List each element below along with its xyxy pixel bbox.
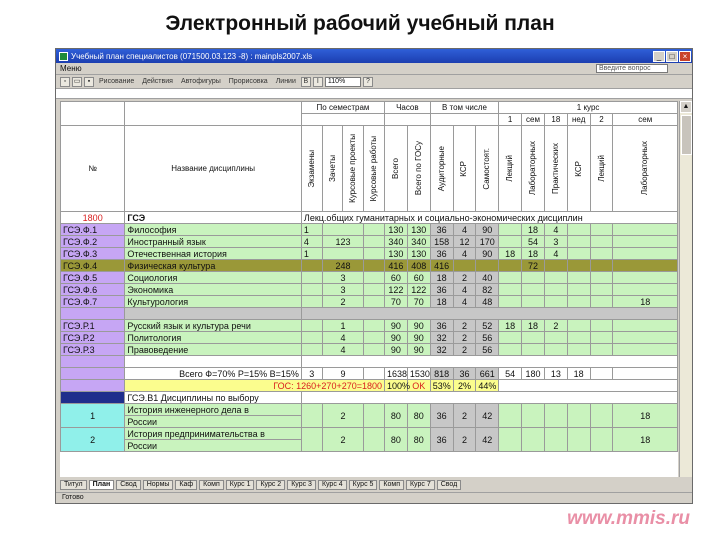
sheet-tab[interactable]: Комп xyxy=(199,480,224,490)
cell-gos[interactable]: 90 xyxy=(407,344,430,356)
cell-sam[interactable]: 170 xyxy=(476,236,499,248)
cell-gos[interactable]: 122 xyxy=(407,284,430,296)
cell-credit[interactable]: 123 xyxy=(322,236,364,248)
cell-lab[interactable]: 18 xyxy=(522,320,545,332)
cell-sam[interactable]: 56 xyxy=(476,344,499,356)
sheet-tab[interactable]: Свод xyxy=(437,480,462,490)
elective-num[interactable]: 2 xyxy=(61,428,125,452)
header-total: Всего xyxy=(390,158,400,179)
status-bar: Готово xyxy=(56,492,692,503)
cell-ksr[interactable]: 2 xyxy=(453,272,476,284)
cell-aud[interactable]: 36 xyxy=(430,320,453,332)
header-course-works: Курсовые работы xyxy=(369,135,379,202)
line-menu[interactable]: Линии xyxy=(275,78,296,85)
totals-label: Всего Ф=70% Р=15% В=15% xyxy=(125,368,302,380)
row-code[interactable]: ГСЭ.Р.3 xyxy=(61,344,125,356)
gos-label: ГОС: 1260+270+270=1800 xyxy=(125,380,385,392)
cell-total[interactable]: 122 xyxy=(385,284,408,296)
header-weeks: 18 xyxy=(544,114,567,126)
toolbar xyxy=(56,75,692,89)
cell-gos[interactable]: 90 xyxy=(407,332,430,344)
cell-pr[interactable]: 4 xyxy=(544,248,567,260)
header-lectures: Лекций xyxy=(505,155,515,182)
cell-aud[interactable]: 36 xyxy=(430,428,453,452)
sheet-tab[interactable]: Титул xyxy=(60,480,87,490)
cell-aud[interactable]: 32 xyxy=(430,332,453,344)
spreadsheet-grid[interactable] xyxy=(60,101,678,477)
row-name[interactable]: Социология xyxy=(125,272,302,284)
header-hours: Часов xyxy=(385,102,431,114)
cell-sam[interactable]: 40 xyxy=(476,272,499,284)
sheet-tab[interactable]: Комп xyxy=(379,480,404,490)
totals-aud: 818 xyxy=(430,368,453,380)
cell-kp[interactable] xyxy=(364,224,385,236)
cell-sam[interactable]: 48 xyxy=(476,296,499,308)
header-sem2: 2 xyxy=(590,114,613,126)
row-name[interactable]: Физическая культура xyxy=(125,260,302,272)
cell-ksr[interactable]: 4 xyxy=(453,224,476,236)
cell-aud[interactable]: 18 xyxy=(430,272,453,284)
cell-sam[interactable]: 90 xyxy=(476,248,499,260)
sheet-tabs xyxy=(60,479,692,491)
totals-c18: 18 xyxy=(567,368,590,380)
totals-exam: 3 xyxy=(301,368,322,380)
cell-gos[interactable]: 70 xyxy=(407,296,430,308)
header-self: Самостоят. xyxy=(482,147,492,190)
gos-ok: OK xyxy=(407,380,430,392)
row-code[interactable]: ГСЭ.Ф.5 xyxy=(61,272,125,284)
header-cell xyxy=(61,102,125,126)
row-name[interactable]: Правоведение xyxy=(125,344,302,356)
header-of-which: В том числе xyxy=(430,102,499,114)
row-code[interactable]: ГСЭ.Р.2 xyxy=(61,332,125,344)
cell-ksr[interactable]: 4 xyxy=(453,296,476,308)
header-num: № xyxy=(61,126,125,212)
cell-total[interactable]: 130 xyxy=(385,248,408,260)
cell-kp[interactable]: 2 xyxy=(322,296,364,308)
cell-sam[interactable]: 56 xyxy=(476,332,499,344)
cell-gos[interactable]: 130 xyxy=(407,248,430,260)
totals-lab: 180 xyxy=(522,368,545,380)
zoom-select[interactable]: 110% xyxy=(325,77,361,87)
cell-aud[interactable]: 416 xyxy=(430,260,453,272)
row-code[interactable]: ГСЭ.Ф.6 xyxy=(61,284,125,296)
cell-sam[interactable]: 90 xyxy=(476,224,499,236)
cell-total[interactable]: 90 xyxy=(385,344,408,356)
menu-item[interactable]: Меню xyxy=(60,64,82,73)
cell-pr[interactable] xyxy=(544,260,567,272)
cell-sam[interactable]: 42 xyxy=(476,428,499,452)
maximize-icon[interactable]: □ xyxy=(666,51,678,62)
totals-credit: 9 xyxy=(322,368,364,380)
sheet-tab[interactable]: Курс 1 xyxy=(226,480,255,490)
slide-title: Электронный рабочий учебный план xyxy=(165,12,555,35)
cell-total[interactable]: 70 xyxy=(385,296,408,308)
cell-aud[interactable]: 158 xyxy=(430,236,453,248)
help-search-input[interactable]: Введите вопрос xyxy=(596,64,668,73)
header-by-semesters: По семестрам xyxy=(301,102,384,114)
elective-name[interactable]: История инженерного дела в xyxy=(125,404,302,416)
cell-total[interactable]: 80 xyxy=(385,404,408,428)
cell-ksr[interactable]: 4 xyxy=(453,284,476,296)
cell-total[interactable]: 130 xyxy=(385,224,408,236)
row-name[interactable]: Политология xyxy=(125,332,302,344)
row-name[interactable]: Культурология xyxy=(125,296,302,308)
cell-kp[interactable]: 3 xyxy=(322,272,364,284)
cell-lec[interactable] xyxy=(499,260,522,272)
cell-total[interactable]: 80 xyxy=(385,428,408,452)
row-name[interactable]: Иностранный язык xyxy=(125,236,302,248)
vertical-scrollbar[interactable] xyxy=(679,101,692,477)
cell-sam[interactable]: 52 xyxy=(476,320,499,332)
cell-ksr[interactable]: 4 xyxy=(453,248,476,260)
cell-total[interactable]: 416 xyxy=(385,260,408,272)
cell-lab[interactable]: 18 xyxy=(522,248,545,260)
header-course1: 1 курс xyxy=(499,102,678,114)
header-credits: Зачеты xyxy=(327,155,337,182)
close-icon[interactable]: × xyxy=(679,51,691,62)
totals-gos: 1530 xyxy=(407,368,430,380)
gos-p2: 53% xyxy=(430,380,453,392)
row-code[interactable]: ГСЭ.Ф.4 xyxy=(61,260,125,272)
orders-menu[interactable]: Прорисовка xyxy=(228,78,268,85)
cell-lab[interactable]: 72 xyxy=(522,260,545,272)
hours-1800: 1800 xyxy=(61,212,125,224)
cell-credit[interactable] xyxy=(322,224,364,236)
header-discipline-name: Название дисциплины xyxy=(125,126,302,212)
cell-sam[interactable]: 42 xyxy=(476,404,499,428)
cell-kp[interactable]: 2 xyxy=(322,404,364,428)
cell-kp[interactable]: 3 xyxy=(322,284,364,296)
cell-gos[interactable]: 130 xyxy=(407,224,430,236)
save-icon[interactable]: ▪ xyxy=(84,77,94,87)
cell-ksr[interactable] xyxy=(453,260,476,272)
cell-aud[interactable]: 36 xyxy=(430,404,453,428)
cell-ksr[interactable]: 2 xyxy=(453,404,476,428)
cell-ksr[interactable]: 2 xyxy=(453,428,476,452)
cell-kp[interactable] xyxy=(364,236,385,248)
header-total-gos: Всего по ГОСу xyxy=(413,141,423,196)
open-icon[interactable]: ▭ xyxy=(73,77,81,85)
section-code: ГСЭ xyxy=(125,212,302,224)
cell-pr[interactable]: 3 xyxy=(544,236,567,248)
cell-total[interactable]: 340 xyxy=(385,236,408,248)
cell-gos[interactable]: 408 xyxy=(407,260,430,272)
new-icon[interactable]: ▫ xyxy=(60,77,70,87)
gos-p1: 100% xyxy=(385,380,408,392)
cell-total[interactable]: 90 xyxy=(385,332,408,344)
row-name[interactable]: Экономика xyxy=(125,284,302,296)
scroll-thumb[interactable] xyxy=(681,115,692,155)
cell-total[interactable]: 90 xyxy=(385,320,408,332)
elective-num[interactable]: 1 xyxy=(61,404,125,428)
totals-lec: 54 xyxy=(499,368,522,380)
header-sem2-label: сем xyxy=(613,114,678,126)
sheet-tab[interactable]: План xyxy=(89,480,115,490)
cell-gos[interactable]: 340 xyxy=(407,236,430,248)
header-exams: Экзамены xyxy=(306,149,316,188)
window-title: Учебный план специалистов (071500.03.123 -8) : mainpls2007.xls xyxy=(71,51,313,61)
watermark: www.mmis.ru xyxy=(567,508,690,529)
cell-credit[interactable] xyxy=(322,248,364,260)
cell-lec[interactable]: 18 xyxy=(499,320,522,332)
cell-ksr[interactable]: 12 xyxy=(453,236,476,248)
cell-aud[interactable]: 36 xyxy=(430,224,453,236)
cell-pr[interactable]: 2 xyxy=(544,320,567,332)
elective-name-cont[interactable]: России xyxy=(125,440,302,452)
cell-lab[interactable]: 54 xyxy=(522,236,545,248)
cell-ksr[interactable]: 2 xyxy=(453,344,476,356)
section-caption: Лекц.общих гуманитарных и социально-экономических дисциплин xyxy=(301,212,677,224)
cell-sam[interactable]: 82 xyxy=(476,284,499,296)
row-code[interactable]: ГСЭ.Ф.1 xyxy=(61,224,125,236)
header-lectures2: Лекций xyxy=(596,155,606,182)
cell-credit[interactable] xyxy=(364,260,385,272)
cell-kp[interactable]: 4 xyxy=(322,344,364,356)
header-practice: Практических xyxy=(550,143,560,194)
cell-ksr[interactable]: 2 xyxy=(453,332,476,344)
cell-lec[interactable]: 18 xyxy=(499,248,522,260)
sheet-tab[interactable]: Нормы xyxy=(143,480,174,490)
cell-lab[interactable]: 18 xyxy=(522,224,545,236)
menu-bar xyxy=(56,63,692,75)
sheet-tab[interactable]: Курс 3 xyxy=(287,480,316,490)
excel-window xyxy=(55,48,693,504)
cell-pr[interactable]: 4 xyxy=(544,224,567,236)
cell-kp[interactable]: 248 xyxy=(322,260,364,272)
cell-exam[interactable]: 4 xyxy=(301,236,322,248)
cell-lec[interactable] xyxy=(499,224,522,236)
sheet-tab[interactable]: Курс 7 xyxy=(406,480,435,490)
cell-aud[interactable]: 18 xyxy=(430,296,453,308)
totals-ksr: 36 xyxy=(453,368,476,380)
cell-kp[interactable]: 2 xyxy=(322,428,364,452)
header-labs: Лабораторных xyxy=(528,141,537,196)
cell-sam[interactable] xyxy=(476,260,499,272)
header-ksr2: КСР xyxy=(573,160,583,177)
row-code[interactable]: ГСЭ.Ф.7 xyxy=(61,296,125,308)
scroll-up-icon[interactable]: ▲ xyxy=(680,101,692,113)
cell-kp[interactable] xyxy=(364,248,385,260)
cell-exam[interactable]: 1 xyxy=(301,224,322,236)
row-name[interactable]: Русский язык и культура речи xyxy=(125,320,302,332)
header-cell xyxy=(125,102,302,126)
sheet-tab[interactable]: Курс 2 xyxy=(256,480,285,490)
cell-pr[interactable]: 18 xyxy=(613,428,678,452)
row-code[interactable]: ГСЭ.Ф.2 xyxy=(61,236,125,248)
actions-menu[interactable]: Действия xyxy=(142,78,173,85)
cell-aud[interactable]: 36 xyxy=(430,284,453,296)
cell-aud[interactable]: 36 xyxy=(430,248,453,260)
cell-gos[interactable]: 80 xyxy=(407,404,430,428)
header-course-projects: Курсовые проекты xyxy=(348,134,358,203)
gos-p4: 44% xyxy=(476,380,499,392)
minimize-icon[interactable]: _ xyxy=(653,51,665,62)
header-labs2: Лабораторных xyxy=(640,141,650,196)
elective-label: ГСЭ.В1 Дисциплины по выбору xyxy=(125,392,302,404)
cell-pr[interactable]: 18 xyxy=(613,296,678,308)
cell-kp[interactable]: 4 xyxy=(322,332,364,344)
sheet-tab[interactable]: Каф xyxy=(175,480,197,490)
sheet-tab[interactable]: Курс 5 xyxy=(349,480,378,490)
cell-gos[interactable]: 60 xyxy=(407,272,430,284)
excel-icon xyxy=(59,52,68,61)
italic-icon[interactable]: I xyxy=(313,77,323,87)
help-icon[interactable]: ? xyxy=(363,77,373,87)
sheet-tab[interactable]: Свод xyxy=(116,480,141,490)
totals-total: 1638 xyxy=(385,368,408,380)
row-code[interactable]: ГСЭ.Р.1 xyxy=(61,320,125,332)
totals-sam: 661 xyxy=(476,368,499,380)
draw-menu[interactable]: Рисование xyxy=(99,78,135,85)
cell-gos[interactable]: 80 xyxy=(407,428,430,452)
cell-total[interactable]: 60 xyxy=(385,272,408,284)
cell-pr[interactable]: 18 xyxy=(613,404,678,428)
gos-p3: 2% xyxy=(453,380,476,392)
elective-name-cont[interactable]: России xyxy=(125,416,302,428)
sheet-tab[interactable]: Курс 4 xyxy=(318,480,347,490)
cell-exam[interactable]: 1 xyxy=(301,248,322,260)
row-name[interactable]: Философия xyxy=(125,224,302,236)
header-ned: нед xyxy=(567,114,590,126)
cell-exam[interactable] xyxy=(301,260,322,272)
row-code[interactable]: ГСЭ.Ф.3 xyxy=(61,248,125,260)
formula-bar[interactable] xyxy=(56,89,692,99)
title-bar xyxy=(56,49,692,63)
bold-icon[interactable]: B xyxy=(301,77,311,87)
header-classroom: Аудиторные xyxy=(436,145,446,192)
cell-ksr[interactable]: 2 xyxy=(453,320,476,332)
totals-pr: 13 xyxy=(544,368,567,380)
elective-name[interactable]: История предпринимательства в xyxy=(125,428,302,440)
cell-gos[interactable]: 90 xyxy=(407,320,430,332)
autoshapes-menu[interactable]: Автофигуры xyxy=(180,78,221,85)
header-sem1: 1 xyxy=(499,114,522,126)
cell-kp[interactable]: 1 xyxy=(322,320,364,332)
row-name[interactable]: Отечественная история xyxy=(125,248,302,260)
header-ksr: КСР xyxy=(459,160,469,177)
cell-lec[interactable] xyxy=(499,236,522,248)
header-sem-label: сем xyxy=(522,114,545,126)
cell-aud[interactable]: 32 xyxy=(430,344,453,356)
